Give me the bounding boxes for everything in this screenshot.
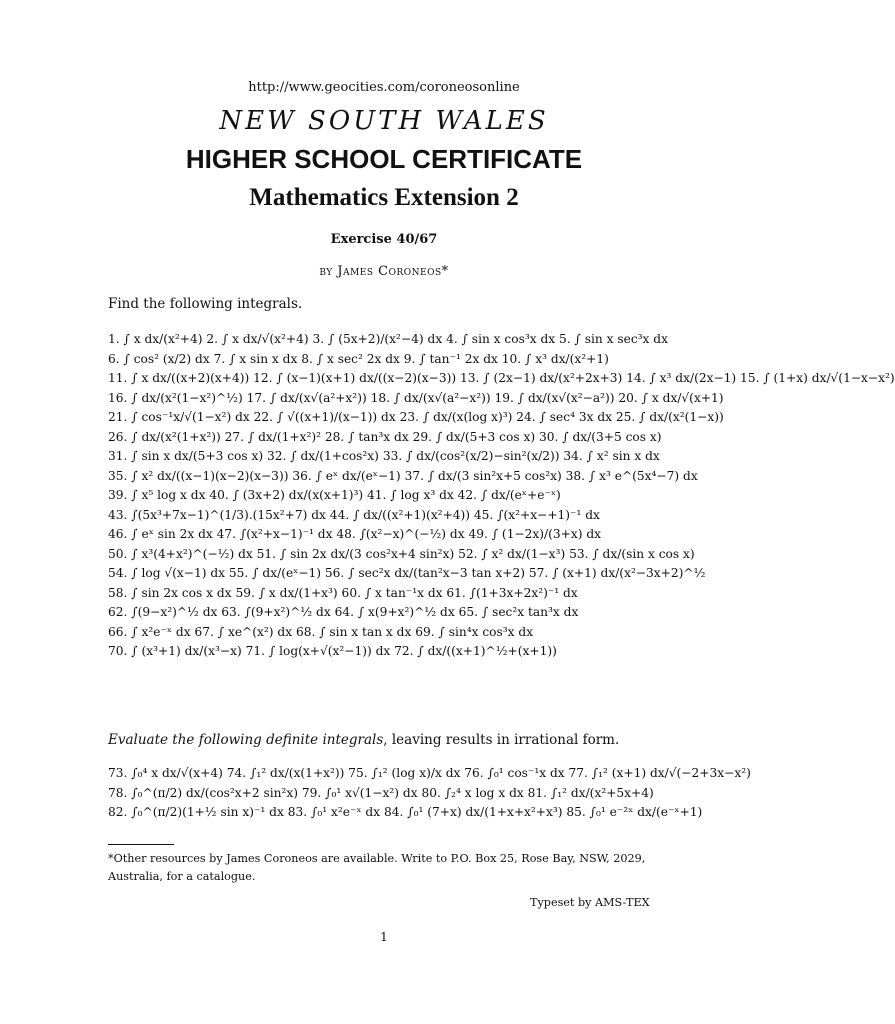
problem-row: 58. ∫ sin 2x cos x dx 59. ∫ x dx/(1+x³) 60. ∫ x tan⁻¹x dx 61. ∫(1+3x+2x²)⁻¹ dx [108, 585, 578, 600]
problem-row: 54. ∫ log √(x−1) dx 55. ∫ dx/(eˣ−1) 56. ∫ sec²x dx/(tan²x−3 tan x+2) 57. ∫ (x+1) dx/(x²−3x+2)^½ [108, 566, 706, 580]
exercise-number: Exercise 40/67 [330, 232, 438, 247]
typeset-credit: Typeset by AMS-TEX [530, 896, 650, 909]
problem-row: 31. ∫ sin x dx/(5+3 cos x) 32. ∫ dx/(1+cos²x) 33. ∫ dx/(cos²(x/2)−sin²(x/2)) 34. ∫ x² sin x dx [108, 449, 660, 463]
definite-instructions-rest: , leaving results in irrational form. [383, 732, 620, 748]
problem-row: 26. ∫ dx/(x²(1+x²)) 27. ∫ dx/(1+x²)² 28. ∫ tan³x dx 29. ∫ dx/(5+3 cos x) 30. ∫ dx/(3+5 cos x) [108, 429, 662, 444]
problem-row: 70. ∫ (x³+1) dx/(x³−x) 71. ∫ log(x+√(x²−1)) dx 72. ∫ dx/((x+1)^½+(x+1)) [108, 644, 557, 658]
problem-row: 1. ∫ x dx/(x²+4) 2. ∫ x dx/√(x²+4) 3. ∫ (5x+2)/(x²−4) dx 4. ∫ sin x cos³x dx 5. ∫ sin x sec³x dx [108, 332, 668, 346]
author-byline: by James Coroneos* [319, 264, 449, 279]
footnote: *Other resources by James Coroneos are available. Write to P.O. Box 25, Rose Bay, NSW, 2029, Australia, for a catalogue. [108, 852, 646, 883]
state-heading: NEW SOUTH WALES [219, 106, 549, 136]
problem-row: 46. ∫ eˣ sin 2x dx 47. ∫(x²+x−1)⁻¹ dx 48. ∫(x²−x)^(−½) dx 49. ∫ (1−2x)/(3+x) dx [108, 527, 602, 541]
definite-problem-list [108, 764, 751, 823]
problem-row: 62. ∫(9−x²)^½ dx 63. ∫(9+x²)^½ dx 64. ∫ x(9+x²)^½ dx 65. ∫ sec²x tan³x dx [108, 605, 579, 619]
definite-problem-row: 78. ∫₀^(π/2) dx/(cos²x+2 sin²x) 79. ∫₀¹ x√(1−x²) dx 80. ∫₂⁴ x log x dx 81. ∫₁² dx/(x²+5x+4) [108, 785, 654, 800]
page-number: 1 [380, 930, 388, 944]
problem-list [108, 330, 895, 662]
problem-row: 39. ∫ x⁵ log x dx 40. ∫ (3x+2) dx/(x(x+1)³) 41. ∫ log x³ dx 42. ∫ dx/(eˣ+e⁻ˣ) [108, 488, 561, 502]
definite-problem-row: 82. ∫₀^(π/2)(1+½ sin x)⁻¹ dx 83. ∫₀¹ x²e⁻ˣ dx 84. ∫₀¹ (7+x) dx/(1+x+x²+x³) 85. ∫₀¹ e⁻²ˣ dx/(e⁻ˣ+1) [108, 805, 703, 819]
problem-row: 35. ∫ x² dx/((x−1)(x−2)(x−3)) 36. ∫ eˣ dx/(eˣ−1) 37. ∫ dx/(3 sin²x+5 cos²x) 38. ∫ x³ e^(5x⁴−7) dx [108, 468, 698, 483]
subject-heading: Mathematics Extension 2 [249, 184, 519, 211]
source-url: http://www.geocities.com/coroneosonline [248, 80, 520, 95]
problem-row: 66. ∫ x²e⁻ˣ dx 67. ∫ xe^(x²) dx 68. ∫ sin x tan x dx 69. ∫ sin⁴x cos³x dx [108, 624, 534, 639]
problem-row: 11. ∫ x dx/((x+2)(x+4)) 12. ∫ (x−1)(x+1) dx/((x−2)(x−3)) 13. ∫ (2x−1) dx/(x²+2x+3) 14. ∫ x³ dx/(2x−1) 15. ∫ (1+x) dx/√(1−x−x²) [108, 371, 895, 385]
problem-row: 43. ∫(5x³+7x−1)^(1/3).(15x²+7) dx 44. ∫ dx/((x²+1)(x²+4)) 45. ∫(x²+x−+1)⁻¹ dx [108, 507, 600, 522]
definite-instructions-italic: Evaluate the following definite integrals [108, 732, 384, 748]
problem-row: 16. ∫ dx/(x²(1−x²)^½) 17. ∫ dx/(x√(a²+x²)) 18. ∫ dx/(x√(a²−x²)) 19. ∫ dx/(x√(x²−a²)) 20. ∫ x dx/√(x+1) [108, 390, 724, 405]
definite-problem-row: 73. ∫₀⁴ x dx/√(x+4) 74. ∫₁² dx/(x(1+x²)) 75. ∫₁² (log x)/x dx 76. ∫₀¹ cos⁻¹x dx 77. ∫₁² (x+1) dx/√(−2+3x−x²) [108, 766, 751, 780]
problem-row: 50. ∫ x³(4+x²)^(−½) dx 51. ∫ sin 2x dx/(3 cos²x+4 sin²x) 52. ∫ x² dx/(1−x³) 53. ∫ dx/(sin x cos x) [108, 546, 695, 561]
footnote-divider [108, 844, 174, 845]
problem-row: 21. ∫ cos⁻¹x/√(1−x²) dx 22. ∫ √((x+1)/(x−1)) dx 23. ∫ dx/(x(log x)³) 24. ∫ sec⁴ 3x dx 25. ∫ dx/(x²(1−x)) [108, 410, 724, 424]
certificate-heading: HIGHER SCHOOL CERTIFICATE [185, 144, 583, 174]
definite-instructions [108, 732, 619, 748]
instructions: Find the following integrals. [108, 296, 303, 312]
problem-row: 6. ∫ cos² (x/2) dx 7. ∫ x sin x dx 8. ∫ x sec² 2x dx 9. ∫ tan⁻¹ 2x dx 10. ∫ x³ dx/(x²+1) [108, 351, 609, 366]
